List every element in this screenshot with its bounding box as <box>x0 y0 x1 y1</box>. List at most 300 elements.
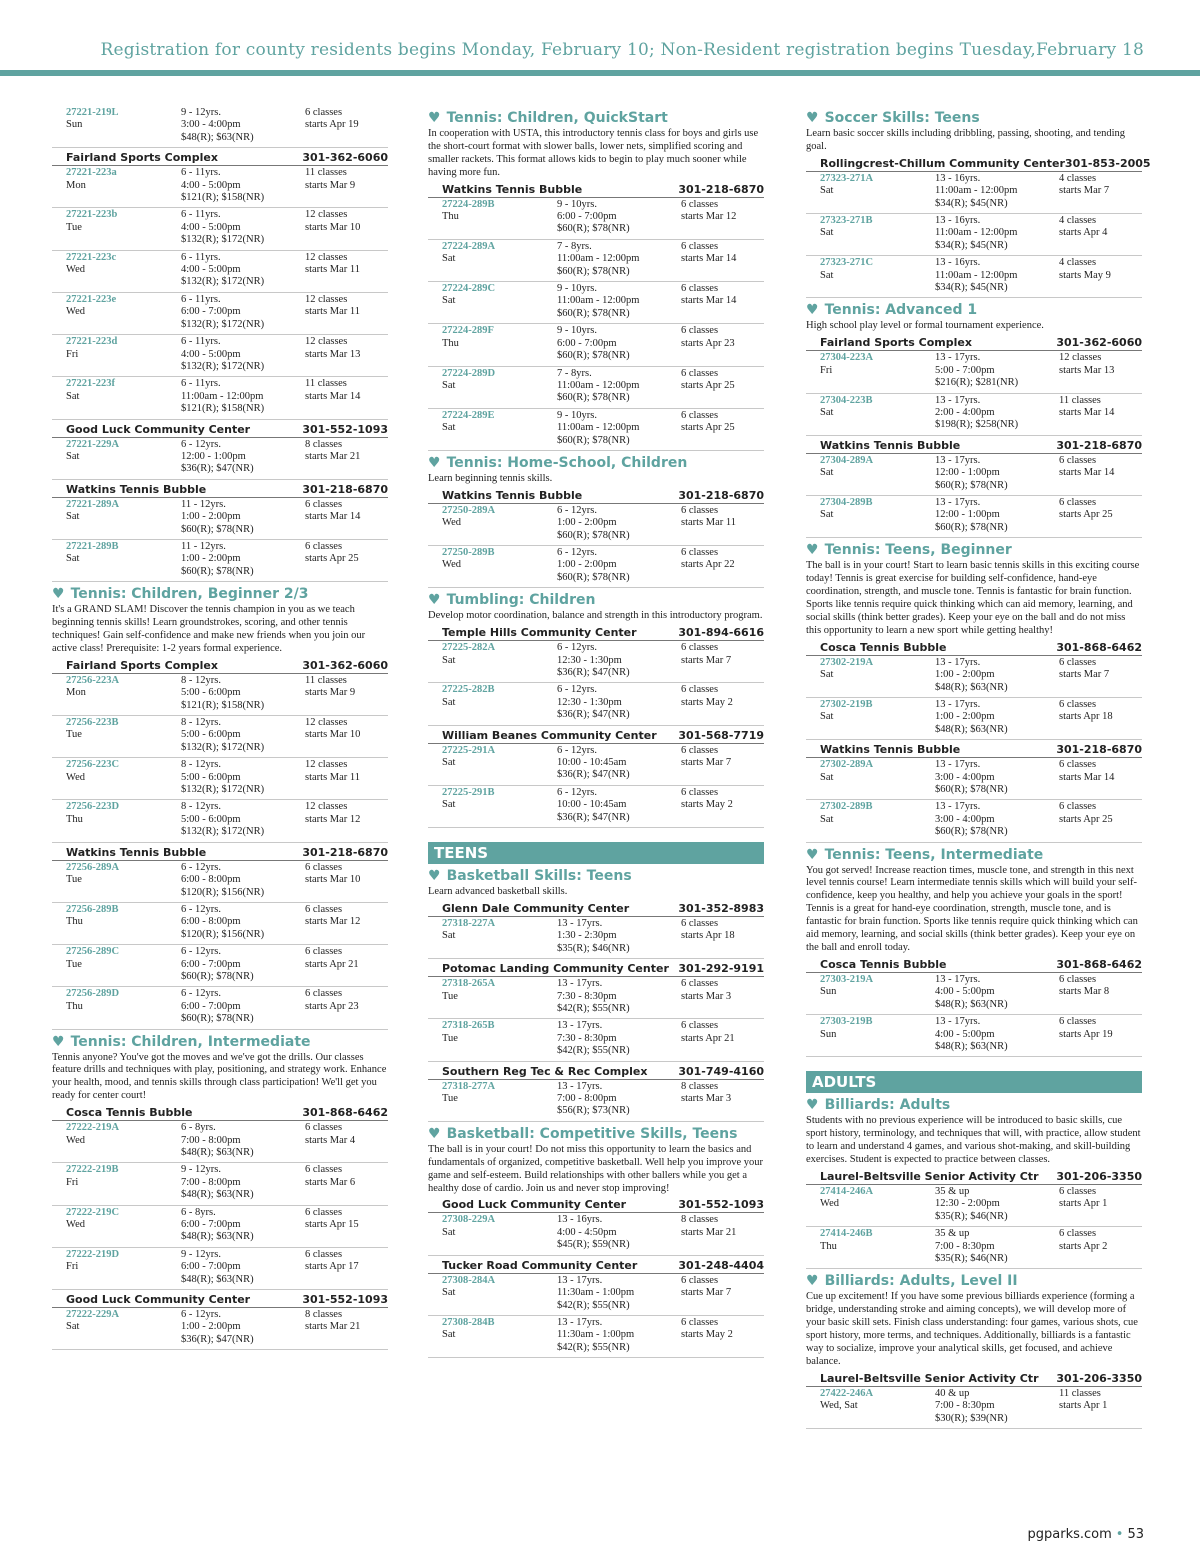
class-day: Sun <box>820 1028 837 1040</box>
column-1 <box>52 106 388 1350</box>
class-count: 6 classes <box>305 946 343 958</box>
location-phone[interactable]: 301-218-6870 <box>678 488 764 502</box>
class-start: starts Mar 11 <box>681 517 737 529</box>
class-id-cell <box>66 717 181 754</box>
class-schedule-cell <box>681 787 778 824</box>
header-rule <box>0 70 1200 76</box>
class-detail-cell <box>935 657 1059 694</box>
class-day: Sat <box>66 1321 80 1333</box>
class-count: 6 classes <box>1059 1228 1097 1240</box>
class-code[interactable]: 27222-229A <box>66 1309 120 1321</box>
class-count: 6 classes <box>681 917 719 929</box>
class-row <box>806 214 1142 256</box>
class-code[interactable]: 27318-227A <box>442 917 496 929</box>
class-day: Wed <box>442 559 461 571</box>
class-time: 3:00 - 4:00pm <box>935 813 995 825</box>
class-code[interactable]: 27221-223c <box>66 251 117 263</box>
class-age: 9 - 12yrs. <box>181 1248 221 1260</box>
class-id-cell <box>442 505 557 542</box>
class-age: 9 - 10yrs. <box>557 325 597 337</box>
class-code[interactable]: 27256-223D <box>66 801 120 813</box>
column-3 <box>806 106 1151 1429</box>
class-age: 13 - 17yrs. <box>557 1274 603 1286</box>
class-code[interactable]: 27221-229A <box>66 438 120 450</box>
class-age: 6 - 12yrs. <box>557 547 597 559</box>
class-code[interactable]: 27303-219B <box>820 1016 873 1028</box>
class-detail-cell <box>181 439 305 476</box>
class-row <box>52 1163 388 1205</box>
class-detail-cell <box>181 801 305 838</box>
location-phone[interactable]: 301-552-1093 <box>302 422 388 436</box>
class-count: 12 classes <box>305 717 348 729</box>
location-phone[interactable]: 301-292-9191 <box>678 962 764 976</box>
class-detail-cell <box>181 378 305 415</box>
location-phone[interactable]: 301-218-6870 <box>1056 438 1142 452</box>
class-start: starts Apr 1 <box>1059 1400 1108 1412</box>
section-title-text: Tennis: Advanced 1 <box>824 302 978 319</box>
class-id-cell <box>66 1207 181 1244</box>
class-id-cell <box>66 946 181 983</box>
class-schedule-cell <box>681 547 778 584</box>
location-phone[interactable]: 301-206-3350 <box>1056 1169 1142 1183</box>
class-schedule-cell <box>1059 699 1156 736</box>
class-code[interactable]: 27222-219C <box>66 1206 120 1218</box>
location-name: Good Luck Community Center <box>66 1293 251 1307</box>
class-fee: $48(R); $63(NR) <box>935 681 1008 693</box>
class-time: 1:00 - 2:00pm <box>181 511 241 523</box>
class-code[interactable]: 27224-289C <box>442 283 496 295</box>
class-id-cell <box>820 1228 935 1265</box>
class-fee: $42(R); $55(NR) <box>557 1341 630 1353</box>
heart-icon: ♥ <box>428 1125 441 1142</box>
class-start: starts Mar 10 <box>305 221 361 233</box>
class-age: 13 - 17yrs. <box>935 801 981 813</box>
class-detail-cell <box>181 252 305 289</box>
location-header <box>52 1292 388 1308</box>
class-day: Thu <box>66 813 83 825</box>
class-day: Sat <box>442 757 456 769</box>
class-code[interactable]: 27256-223A <box>66 674 120 686</box>
class-detail-cell <box>935 699 1059 736</box>
class-code[interactable]: 27224-289B <box>442 198 495 210</box>
class-schedule-cell <box>305 759 402 796</box>
class-fee: $121(R); $158(NR) <box>181 403 265 415</box>
class-detail-cell <box>557 978 681 1015</box>
class-code[interactable]: 27308-284B <box>442 1316 495 1328</box>
class-code[interactable]: 27414-246A <box>820 1185 874 1197</box>
class-fee: $36(R); $47(NR) <box>557 769 630 781</box>
class-day: Sat <box>820 407 834 418</box>
registration-banner: Registration for county residents begins Monday, February 10; Non-Resident registration begins Tuesday,February 18 <box>100 40 1144 60</box>
class-time: 3:00 - 4:00pm <box>935 771 995 783</box>
class-code[interactable]: 27225-291B <box>442 786 495 798</box>
class-time: 4:00 - 4:50pm <box>557 1226 617 1238</box>
class-code[interactable]: 27304-223B <box>820 394 873 406</box>
class-code[interactable]: 27221-223e <box>66 293 117 305</box>
class-detail-cell <box>181 167 305 204</box>
class-start: starts May 2 <box>681 696 733 708</box>
location-phone[interactable]: 301-218-6870 <box>302 845 388 859</box>
class-time: 1:30 - 2:30pm <box>557 930 617 942</box>
class-row <box>806 351 1142 393</box>
class-code[interactable]: 27302-219B <box>820 698 873 710</box>
class-count: 6 classes <box>681 198 719 210</box>
class-row <box>52 438 388 480</box>
class-day: Tue <box>66 729 82 741</box>
heart-icon: ♥ <box>428 592 441 609</box>
class-fee: $36(R); $47(NR) <box>557 667 630 678</box>
class-id-cell <box>66 107 181 144</box>
class-detail-cell <box>557 410 681 447</box>
class-code[interactable]: 27302-289A <box>820 759 874 771</box>
class-age: 6 - 8yrs. <box>181 1206 216 1218</box>
class-start: starts Apr 25 <box>1059 813 1113 825</box>
class-schedule-cell <box>305 1164 402 1201</box>
class-start: starts Mar 7 <box>681 1287 732 1299</box>
class-code[interactable]: 27221-223d <box>66 336 118 348</box>
class-row <box>52 377 388 419</box>
class-count: 6 classes <box>305 107 343 118</box>
location-name: Good Luck Community Center <box>66 422 251 436</box>
class-code[interactable]: 27222-219B <box>66 1164 119 1176</box>
class-code[interactable]: 27304-289A <box>820 454 874 466</box>
class-detail-cell <box>935 497 1059 534</box>
class-count: 11 classes <box>305 674 347 686</box>
location-phone[interactable]: 301-248-4404 <box>678 1258 764 1272</box>
class-age: 9 - 12yrs. <box>181 1164 221 1176</box>
location-phone[interactable]: 301-853-2005 <box>1064 156 1151 170</box>
location-header <box>428 728 764 744</box>
class-count: 6 classes <box>681 504 719 516</box>
class-row <box>428 324 764 366</box>
class-id-cell <box>442 368 557 405</box>
footer-site[interactable]: pgparks.com <box>1027 1527 1112 1542</box>
class-schedule-cell <box>305 988 402 1025</box>
class-detail-cell <box>181 988 305 1025</box>
location-name: Good Luck Community Center <box>442 1198 627 1212</box>
class-fee: $120(R); $156(NR) <box>181 886 265 898</box>
class-time: 6:00 - 7:00pm <box>181 306 241 318</box>
class-code[interactable]: 27222-219D <box>66 1248 120 1260</box>
location-header <box>806 438 1142 454</box>
class-schedule-cell <box>1059 759 1156 796</box>
class-fee: $30(R); $39(NR) <box>935 1412 1008 1424</box>
class-schedule-cell <box>305 1249 402 1286</box>
class-code[interactable]: 27302-219A <box>820 656 874 668</box>
class-start: starts Apr 21 <box>305 958 359 970</box>
class-id-cell <box>66 675 181 712</box>
class-code[interactable]: 27250-289B <box>442 547 495 559</box>
class-count: 6 classes <box>1059 698 1097 710</box>
class-fee: $132(R); $172(NR) <box>181 318 265 330</box>
class-day: Thu <box>442 211 459 223</box>
class-detail-cell <box>557 642 681 679</box>
location-phone[interactable]: 301-552-1093 <box>678 1198 764 1212</box>
class-schedule-cell <box>681 199 778 236</box>
location-phone[interactable]: 301-362-6060 <box>302 151 388 165</box>
class-start: starts Apr 18 <box>1059 711 1113 723</box>
location-phone[interactable]: 301-206-3350 <box>1056 1371 1142 1385</box>
location-header <box>52 422 388 438</box>
class-schedule-cell <box>681 1081 778 1118</box>
class-schedule-cell <box>1059 1388 1156 1425</box>
class-age: 6 - 11yrs. <box>181 293 221 305</box>
class-row <box>428 744 764 786</box>
class-schedule-cell <box>681 1317 778 1354</box>
class-row <box>52 716 388 758</box>
class-time: 12:30 - 1:30pm <box>557 654 622 666</box>
location-phone[interactable]: 301-868-6462 <box>1056 640 1142 654</box>
location-name: Watkins Tennis Bubble <box>66 482 207 496</box>
class-schedule-cell <box>305 499 402 536</box>
class-code[interactable]: 27318-265B <box>442 1020 495 1032</box>
class-age: 6 - 12yrs. <box>557 684 597 696</box>
class-fee: $36(R); $47(NR) <box>557 709 630 721</box>
location-phone[interactable]: 301-749-4160 <box>678 1064 764 1078</box>
class-day: Sat <box>442 379 456 391</box>
class-code[interactable]: 27256-223B <box>66 717 119 729</box>
class-code[interactable]: 27224-289D <box>442 367 496 379</box>
class-code[interactable]: 27256-223C <box>66 759 120 771</box>
class-id-cell <box>820 1186 935 1223</box>
class-id-cell <box>820 215 935 252</box>
class-start: starts Mar 11 <box>305 306 361 318</box>
location-phone[interactable]: 301-868-6462 <box>302 1106 388 1120</box>
location-name: Fairland Sports Complex <box>820 336 972 350</box>
class-start: starts Mar 21 <box>681 1226 737 1238</box>
class-code[interactable]: 27256-289C <box>66 946 120 958</box>
class-day: Tue <box>442 990 458 1002</box>
location-phone[interactable]: 301-362-6060 <box>302 658 388 672</box>
class-time: 6:00 - 7:00pm <box>181 1000 241 1012</box>
class-code[interactable]: 27323-271B <box>820 215 873 227</box>
class-start: starts Apr 2 <box>1059 1240 1108 1252</box>
class-code[interactable]: 27422-246A <box>820 1387 874 1399</box>
class-detail-cell <box>181 675 305 712</box>
class-code[interactable]: 27256-289A <box>66 861 120 873</box>
class-code[interactable]: 27224-289F <box>442 325 494 337</box>
class-fee: $132(R); $172(NR) <box>181 741 265 753</box>
class-code[interactable]: 27224-289E <box>442 409 495 421</box>
class-time: 7:00 - 8:00pm <box>181 1176 241 1188</box>
class-schedule-cell <box>305 167 402 204</box>
class-id-cell <box>66 1309 181 1346</box>
class-age: 7 - 8yrs. <box>557 367 592 379</box>
class-fee: $60(R); $78(NR) <box>181 970 254 982</box>
section-title-text: Tennis: Teens, Intermediate <box>824 846 1044 863</box>
class-fee: $42(R); $55(NR) <box>557 1003 630 1014</box>
location-header <box>806 742 1142 758</box>
class-detail-cell <box>557 505 681 542</box>
class-id-cell <box>442 1275 557 1312</box>
class-code[interactable]: 27304-289B <box>820 497 873 509</box>
class-count: 11 classes <box>1059 1387 1101 1399</box>
class-schedule-cell <box>1059 257 1156 294</box>
class-id-cell <box>66 209 181 246</box>
class-age: 13 - 17yrs. <box>935 454 981 466</box>
class-row <box>806 1015 1142 1057</box>
class-time: 6:00 - 7:00pm <box>181 1219 241 1231</box>
class-time: 4:00 - 5:00pm <box>935 986 995 998</box>
class-code[interactable]: 27221-289B <box>66 540 119 552</box>
class-fee: $132(R); $172(NR) <box>181 234 265 246</box>
class-count: 4 classes <box>1059 215 1097 227</box>
class-time: 4:00 - 5:00pm <box>181 179 241 191</box>
class-code[interactable]: 27256-289B <box>66 903 119 915</box>
class-fee: $35(R); $46(NR) <box>935 1210 1008 1222</box>
section-title <box>806 1097 1142 1113</box>
class-schedule-cell <box>305 1309 402 1346</box>
class-code[interactable]: 27302-289B <box>820 801 873 813</box>
class-age: 11 - 12yrs. <box>181 498 226 510</box>
class-fee: $36(R); $47(NR) <box>181 1333 254 1345</box>
class-row <box>52 1121 388 1163</box>
class-count: 11 classes <box>305 167 347 179</box>
class-id-cell <box>820 455 935 492</box>
location-header <box>428 488 764 504</box>
class-time: 11:00am - 12:00pm <box>557 422 640 434</box>
class-day: Thu <box>66 1000 83 1012</box>
class-row <box>428 546 764 588</box>
class-day: Wed <box>66 264 85 276</box>
heart-icon: ♥ <box>428 110 441 126</box>
location-header <box>428 901 764 917</box>
location-header <box>52 1105 388 1121</box>
class-code[interactable]: 27256-289D <box>66 988 120 1000</box>
location-phone[interactable]: 301-552-1093 <box>302 1293 388 1307</box>
class-schedule-cell <box>681 1275 778 1312</box>
class-id-cell <box>820 974 935 1011</box>
section-title-text: Basketball: Competitive Skills, Teens <box>446 1125 738 1142</box>
class-code[interactable]: 27225-282B <box>442 684 495 696</box>
class-fee: $48(R); $63(NR) <box>181 1147 254 1158</box>
class-id-cell <box>442 1020 557 1057</box>
class-count: 6 classes <box>681 367 719 379</box>
class-schedule-cell <box>681 918 778 955</box>
class-fee: $60(R); $78(NR) <box>181 1013 254 1025</box>
class-code[interactable]: 27318-265A <box>442 978 496 990</box>
class-age: 6 - 12yrs. <box>557 744 597 756</box>
class-code[interactable]: 27221-223a <box>66 167 117 179</box>
class-count: 6 classes <box>681 978 719 990</box>
class-start: starts May 2 <box>681 799 733 811</box>
section-description: The ball is in your court! Do not miss this opportunity to learn the basics and fundamentals of organized, competitive basketball. Well help you improve your game and self-esteem. Build relationships with other ballers while you get a healthy dose of cardio. Join us and never stop improving! <box>428 1143 763 1194</box>
class-code[interactable]: 27308-229A <box>442 1214 496 1226</box>
class-fee: $198(R); $258(NR) <box>935 419 1019 431</box>
class-row <box>428 1274 764 1316</box>
class-code[interactable]: 27318-277A <box>442 1080 496 1092</box>
location-phone[interactable]: 301-218-6870 <box>678 182 764 196</box>
section-description: In cooperation with USTA, this introductory tennis class for boys and girls use the short-court format with slower balls, lower nets, simplified scoring and smaller rackets. This format allows kids to begin to play much sooner while having more fun. <box>428 128 759 178</box>
class-count: 6 classes <box>681 547 719 559</box>
section-title <box>428 1126 764 1142</box>
class-time: 6:00 - 7:00pm <box>557 337 617 349</box>
class-code[interactable]: 27308-284A <box>442 1274 496 1286</box>
class-start: starts Apr 25 <box>305 553 359 565</box>
location-phone[interactable]: 301-362-6060 <box>1056 336 1142 350</box>
class-count: 6 classes <box>1059 1185 1097 1197</box>
class-detail-cell <box>557 1020 681 1057</box>
heart-icon: ♥ <box>806 302 819 319</box>
class-code[interactable]: 27323-271A <box>820 172 874 184</box>
class-start: starts May 2 <box>681 1329 733 1341</box>
class-code[interactable]: 27323-271C <box>820 257 874 269</box>
class-time: 11:00am - 12:00pm <box>557 295 640 307</box>
class-code[interactable]: 27225-291A <box>442 744 496 756</box>
class-row <box>52 106 388 148</box>
class-row <box>428 198 764 240</box>
location-name: Temple Hills Community Center <box>442 626 637 640</box>
class-time: 7:00 - 8:30pm <box>935 1400 995 1412</box>
class-code[interactable]: 27221-219L <box>66 107 119 118</box>
class-count: 6 classes <box>681 1316 719 1328</box>
class-age: 13 - 17yrs. <box>557 917 603 929</box>
class-row <box>52 674 388 716</box>
class-row <box>428 1019 764 1061</box>
class-count: 6 classes <box>1059 656 1097 668</box>
location-phone[interactable]: 301-218-6870 <box>1056 743 1142 757</box>
class-code[interactable]: 27221-223f <box>66 378 115 390</box>
class-id-cell <box>66 167 181 204</box>
class-detail-cell <box>557 325 681 362</box>
class-row <box>52 987 388 1029</box>
class-time: 5:00 - 6:00pm <box>181 813 241 825</box>
location-header <box>428 1197 764 1213</box>
class-code[interactable]: 27225-282A <box>442 642 496 654</box>
class-time: 12:30 - 1:30pm <box>557 696 622 708</box>
class-code[interactable]: 27414-246B <box>820 1228 873 1240</box>
class-detail-cell <box>935 974 1059 1011</box>
location-phone[interactable]: 301-218-6870 <box>302 482 388 496</box>
class-schedule-cell <box>305 801 402 838</box>
class-id-cell <box>66 801 181 838</box>
class-code[interactable]: 27224-289A <box>442 240 496 252</box>
location-name: Watkins Tennis Bubble <box>820 743 961 757</box>
section-title <box>428 868 764 884</box>
class-detail-cell <box>557 684 681 721</box>
class-id-cell <box>442 410 557 447</box>
class-time: 7:00 - 8:00pm <box>557 1093 617 1105</box>
section-title <box>428 592 764 608</box>
class-count: 6 classes <box>681 283 719 295</box>
class-schedule-cell <box>681 978 778 1015</box>
class-age: 13 - 17yrs. <box>557 1080 603 1092</box>
class-code[interactable]: 27304-223A <box>820 352 874 364</box>
class-id-cell <box>820 173 935 210</box>
class-code[interactable]: 27250-289A <box>442 504 496 516</box>
class-id-cell <box>66 439 181 476</box>
class-start: starts Mar 10 <box>305 729 361 741</box>
class-start: starts Mar 4 <box>305 1134 356 1146</box>
location-phone[interactable]: 301-868-6462 <box>1056 957 1142 971</box>
class-code[interactable]: 27303-219A <box>820 973 874 985</box>
class-code[interactable]: 27221-289A <box>66 498 120 510</box>
section-title-text: Billiards: Adults, Level II <box>824 1273 1018 1290</box>
section-description: The ball is in your court! Start to learn basic tennis skills in this exciting course today! Tennis is great exercise for building self-confidence, hand-eye coordination, strength, and muscle tone. Tennis is fantastic for brain function. Sports like tennis require quick thinking which can aid memory, learning, and social skills (think better grades). Keep your eye on the ball and do not miss this opportunity to learn a new sport while getting healthy! <box>806 560 1140 636</box>
location-name: Watkins Tennis Bubble <box>442 488 583 502</box>
location-phone[interactable]: 301-568-7719 <box>678 728 764 742</box>
class-code[interactable]: 27221-223b <box>66 209 118 221</box>
class-count: 12 classes <box>305 293 348 305</box>
class-fee: $35(R); $46(NR) <box>935 1253 1008 1264</box>
location-phone[interactable]: 301-352-8983 <box>678 901 764 915</box>
class-code[interactable]: 27222-219A <box>66 1122 120 1134</box>
location-phone[interactable]: 301-894-6616 <box>678 626 764 640</box>
class-fee: $60(R); $78(NR) <box>557 265 630 277</box>
class-detail-cell <box>935 395 1059 432</box>
class-schedule-cell <box>681 505 778 542</box>
class-row <box>428 1213 764 1255</box>
